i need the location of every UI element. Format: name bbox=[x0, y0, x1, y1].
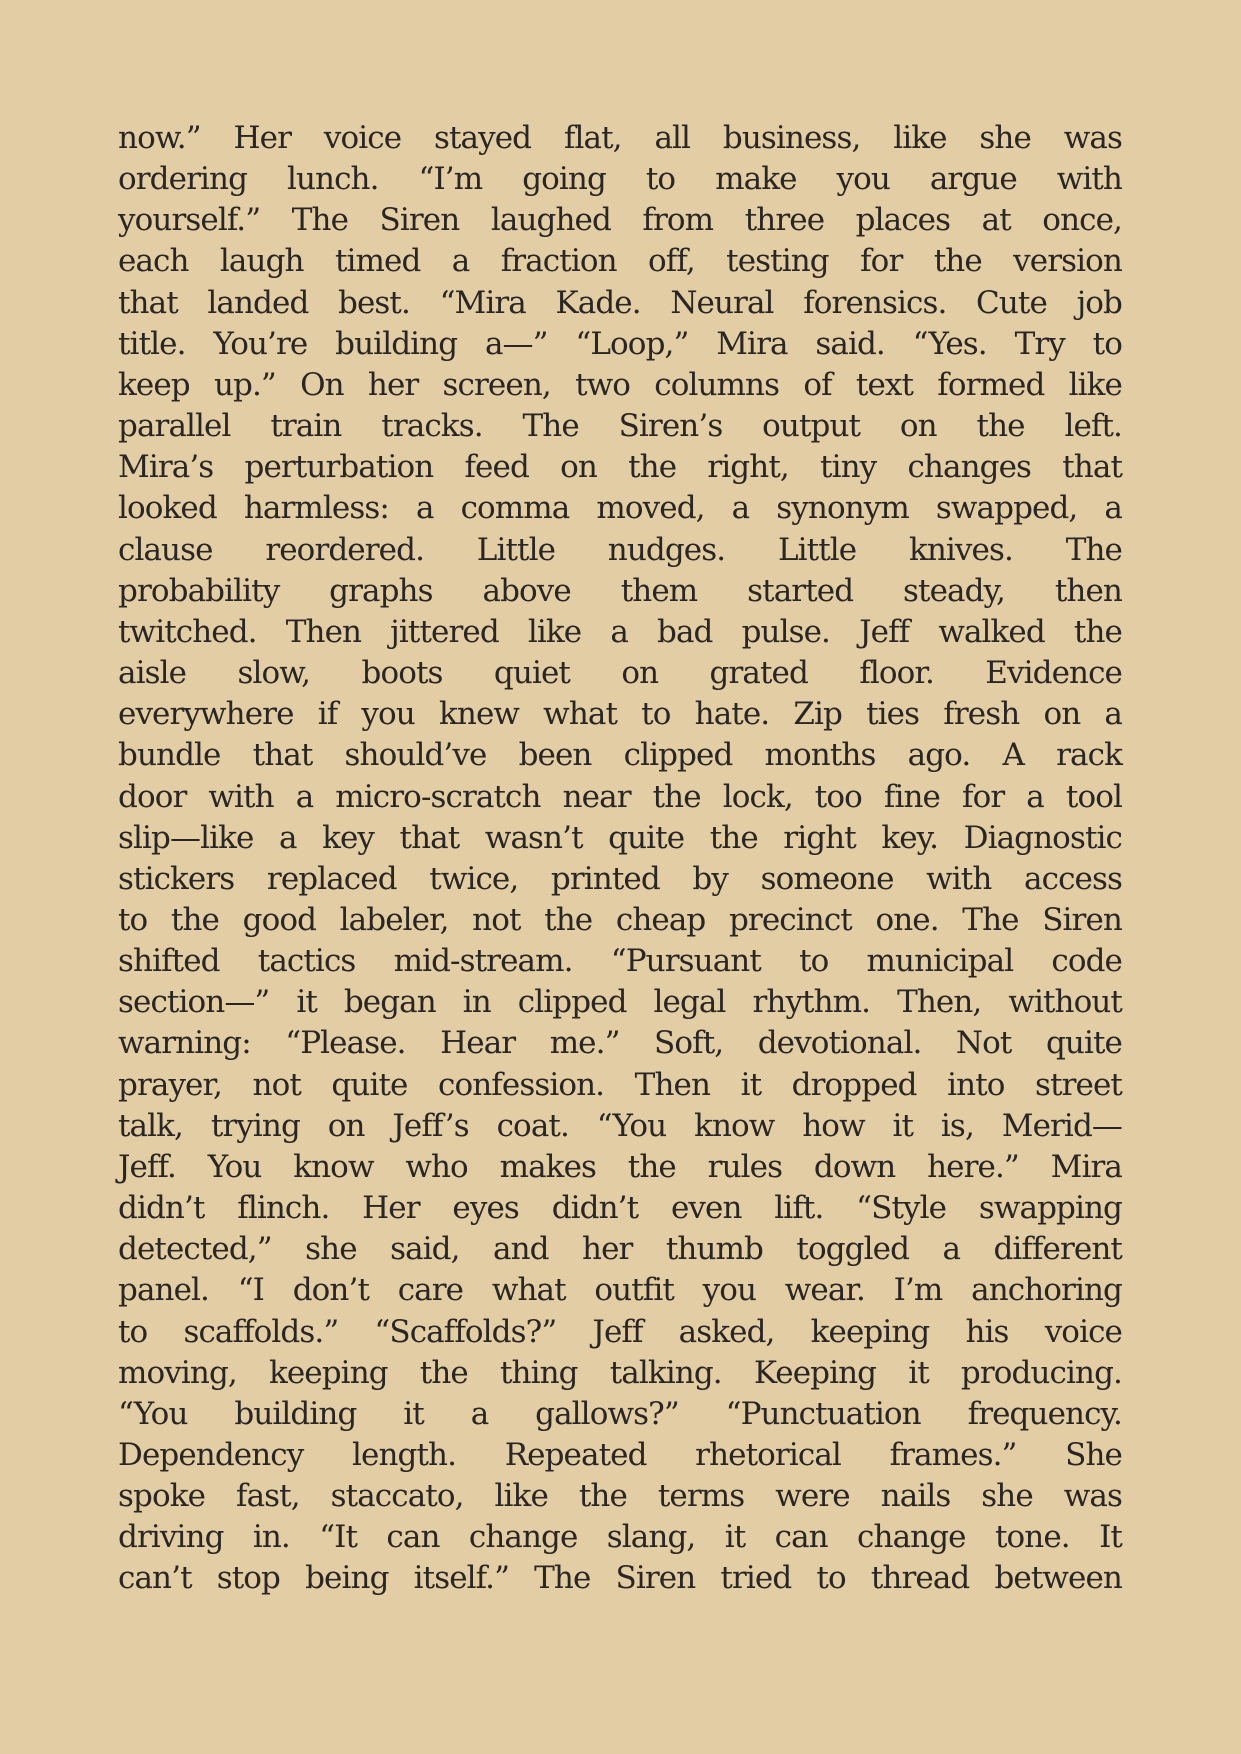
text-line: everywhere if you knew what to hate. Zip ties fresh on a bbox=[118, 696, 1122, 733]
text-line: to scaffolds.” “Scaffolds?” Jeff asked, keeping his voice bbox=[118, 1313, 1122, 1350]
text-line: prayer, not quite confession. Then it dropped into street bbox=[118, 1066, 1122, 1103]
text-line: that landed best. “Mira Kade. Neural forensics. Cute job bbox=[118, 284, 1122, 321]
text-line: talk, trying on Jeff’s coat. “You know how it is, Merid— bbox=[118, 1107, 1122, 1144]
page-text-block bbox=[118, 118, 1122, 1600]
text-line: stickers replaced twice, printed by someone with access bbox=[118, 860, 1122, 897]
text-line: bundle that should’ve been clipped months ago. A rack bbox=[118, 737, 1122, 774]
text-line: probability graphs above them started steady, then bbox=[118, 572, 1122, 609]
text-line: each laugh timed a fraction off, testing for the version bbox=[118, 243, 1122, 280]
text-line: now.” Her voice stayed flat, all business, like she was bbox=[118, 120, 1122, 156]
text-line: panel. “I don’t care what outfit you wear. I’m anchoring bbox=[118, 1272, 1122, 1309]
text-line: ordering lunch. “I’m going to make you argue with bbox=[118, 161, 1122, 198]
text-line: warning: “Please. Hear me.” Soft, devotional. Not quite bbox=[118, 1025, 1122, 1062]
text-line: shifted tactics mid-stream. “Pursuant to municipal code bbox=[118, 943, 1122, 980]
text-line: Jeff. You know who makes the rules down here.” Mira bbox=[118, 1148, 1122, 1185]
text-line: keep up.” On her screen, two columns of text formed like bbox=[118, 366, 1122, 403]
text-line: slip—like a key that wasn’t quite the right key. Diagnostic bbox=[118, 819, 1122, 856]
text-line: clause reordered. Little nudges. Little knives. The bbox=[118, 531, 1122, 568]
text-line: can’t stop being itself.” The Siren tried to thread between bbox=[118, 1560, 1122, 1597]
text-line: yourself.” The Siren laughed from three places at once, bbox=[118, 202, 1122, 239]
text-line: driving in. “It can change slang, it can change tone. It bbox=[118, 1519, 1122, 1556]
text-line: twitched. Then jittered like a bad pulse. Jeff walked the bbox=[118, 613, 1122, 650]
text-line: aisle slow, boots quiet on grated floor. Evidence bbox=[118, 655, 1122, 692]
text-line: looked harmless: a comma moved, a synonym swapped, a bbox=[118, 490, 1122, 527]
text-line: parallel train tracks. The Siren’s output on the left. bbox=[118, 408, 1122, 445]
text-line: door with a micro-scratch near the lock, too fine for a tool bbox=[118, 778, 1122, 815]
text-line: title. You’re building a—” “Loop,” Mira said. “Yes. Try to bbox=[118, 325, 1122, 362]
text-line: didn’t flinch. Her eyes didn’t even lift. “Style swapping bbox=[118, 1190, 1122, 1227]
text-line: Dependency length. Repeated rhetorical frames.” She bbox=[118, 1437, 1122, 1473]
text-line: spoke fast, staccato, like the terms were nails she was bbox=[118, 1478, 1122, 1515]
text-line: detected,” she said, and her thumb toggled a different bbox=[118, 1231, 1122, 1268]
text-line: Mira’s perturbation feed on the right, tiny changes that bbox=[118, 449, 1122, 486]
text-line: moving, keeping the thing talking. Keeping it producing. bbox=[118, 1354, 1122, 1391]
text-line: “You building it a gallows?” “Punctuation frequency. bbox=[118, 1395, 1122, 1432]
text-line: section—” it began in clipped legal rhythm. Then, without bbox=[118, 984, 1122, 1021]
text-line: to the good labeler, not the cheap precinct one. The Siren bbox=[118, 901, 1122, 938]
